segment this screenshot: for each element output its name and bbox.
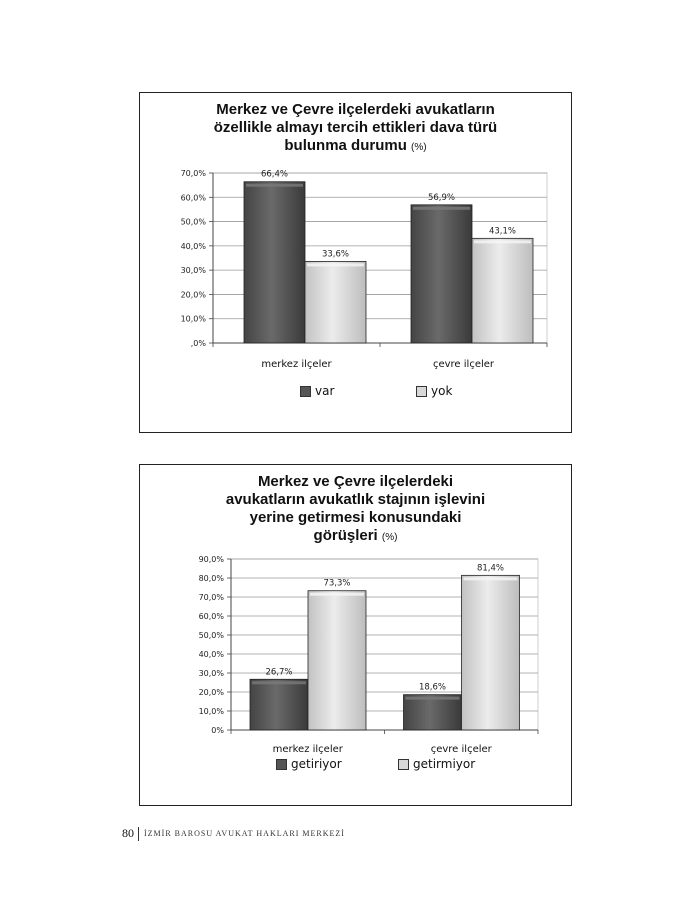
bar-bevel [310,593,364,596]
chart-2-legend-item [276,757,342,771]
bar-getirmiyor [308,591,366,730]
chart-2-legend-item [398,757,475,771]
chart-1-legend-item [416,384,452,398]
y-tick-label: 80,0% [198,574,224,583]
data-label: 33,6% [321,249,350,260]
chart-2-title-line: görüşleri [313,527,378,544]
chart-2-plot [140,465,573,807]
category-label: çevre ilçeler [430,744,492,755]
category-label: merkez ilçeler [261,359,332,370]
data-label: 18,6% [418,682,447,693]
y-tick-label: 70,0% [198,593,224,602]
legend-swatch-light [398,759,409,770]
legend-swatch-dark [300,386,311,397]
footer-org-name: İZMİR BAROSU AVUKAT HAKLARI MERKEZİ [144,829,345,838]
page-footer [122,826,345,841]
y-tick-label: 40,0% [198,650,224,659]
bar-getiriyor [250,679,308,730]
bar-bevel [252,681,306,684]
chart-1-plot [140,93,573,434]
chart-1-title-line: özellikle almayı tercih ettikleri dava türü [213,119,498,136]
y-tick-label: 90,0% [198,555,224,564]
bar-var [411,205,472,343]
bar-var [244,182,305,343]
chart-2-legend-label: getiriyor [291,757,342,771]
chart-2-title-line: Merkez ve Çevre ilçelerdeki [257,473,454,490]
y-tick-label: 30,0% [180,266,206,276]
y-tick-label: 40,0% [180,241,206,251]
bar-bevel [307,263,364,266]
y-tick-label: 10,0% [198,707,224,716]
y-tick-label: 50,0% [198,631,224,640]
bar-getiriyor [404,695,462,730]
chart-2-title-line: avukatların avukatlık stajının işlevini [225,491,486,508]
y-tick-label: 60,0% [180,193,206,203]
y-tick-label: 50,0% [180,217,206,227]
bar-bevel [474,240,531,243]
chart-1-legend-item [300,384,334,398]
footer-divider [138,827,139,841]
y-tick-label: 0% [211,726,224,735]
y-tick-label: ,0% [190,339,206,348]
bar-yok [472,238,533,343]
y-tick-label: 10,0% [180,314,206,324]
chart-1-title-line: bulunma durumu [284,137,407,154]
legend-swatch-light [416,386,427,397]
chart-1-title-unit: (%) [411,142,427,153]
chart-2-legend-label: getirmiyor [413,757,476,771]
category-label: çevre ilçeler [432,359,495,370]
data-label: 66,4% [260,169,289,180]
y-tick-label: 70,0% [180,169,206,178]
chart-1-legend-label: yok [431,384,453,398]
chart-2 [139,464,572,806]
data-label: 81,4% [476,563,505,574]
category-label: merkez ilçeler [272,744,343,755]
data-label: 56,9% [427,192,456,203]
data-label: 73,3% [323,578,351,589]
bar-bevel [464,577,518,580]
y-tick-label: 60,0% [198,612,224,621]
bar-bevel [413,207,470,210]
chart-1-legend-label: var [315,384,335,398]
data-label: 26,7% [265,667,293,678]
chart-2-title-unit: (%) [381,532,398,543]
bar-yok [305,261,366,343]
chart-1-title-line: Merkez ve Çevre ilçelerdeki avukatların [216,101,495,118]
bar-getirmiyor [462,575,520,730]
bar-bevel [406,697,460,700]
chart-2-title-line: yerine getirmesi konusundaki [249,509,462,526]
page-number: 80 [122,826,134,840]
chart-1 [139,92,572,433]
bar-bevel [246,184,303,187]
y-tick-label: 20,0% [198,688,224,697]
y-tick-label: 30,0% [198,669,224,678]
legend-swatch-dark [276,759,287,770]
data-label: 43,1% [488,226,517,237]
y-tick-label: 20,0% [180,290,206,300]
